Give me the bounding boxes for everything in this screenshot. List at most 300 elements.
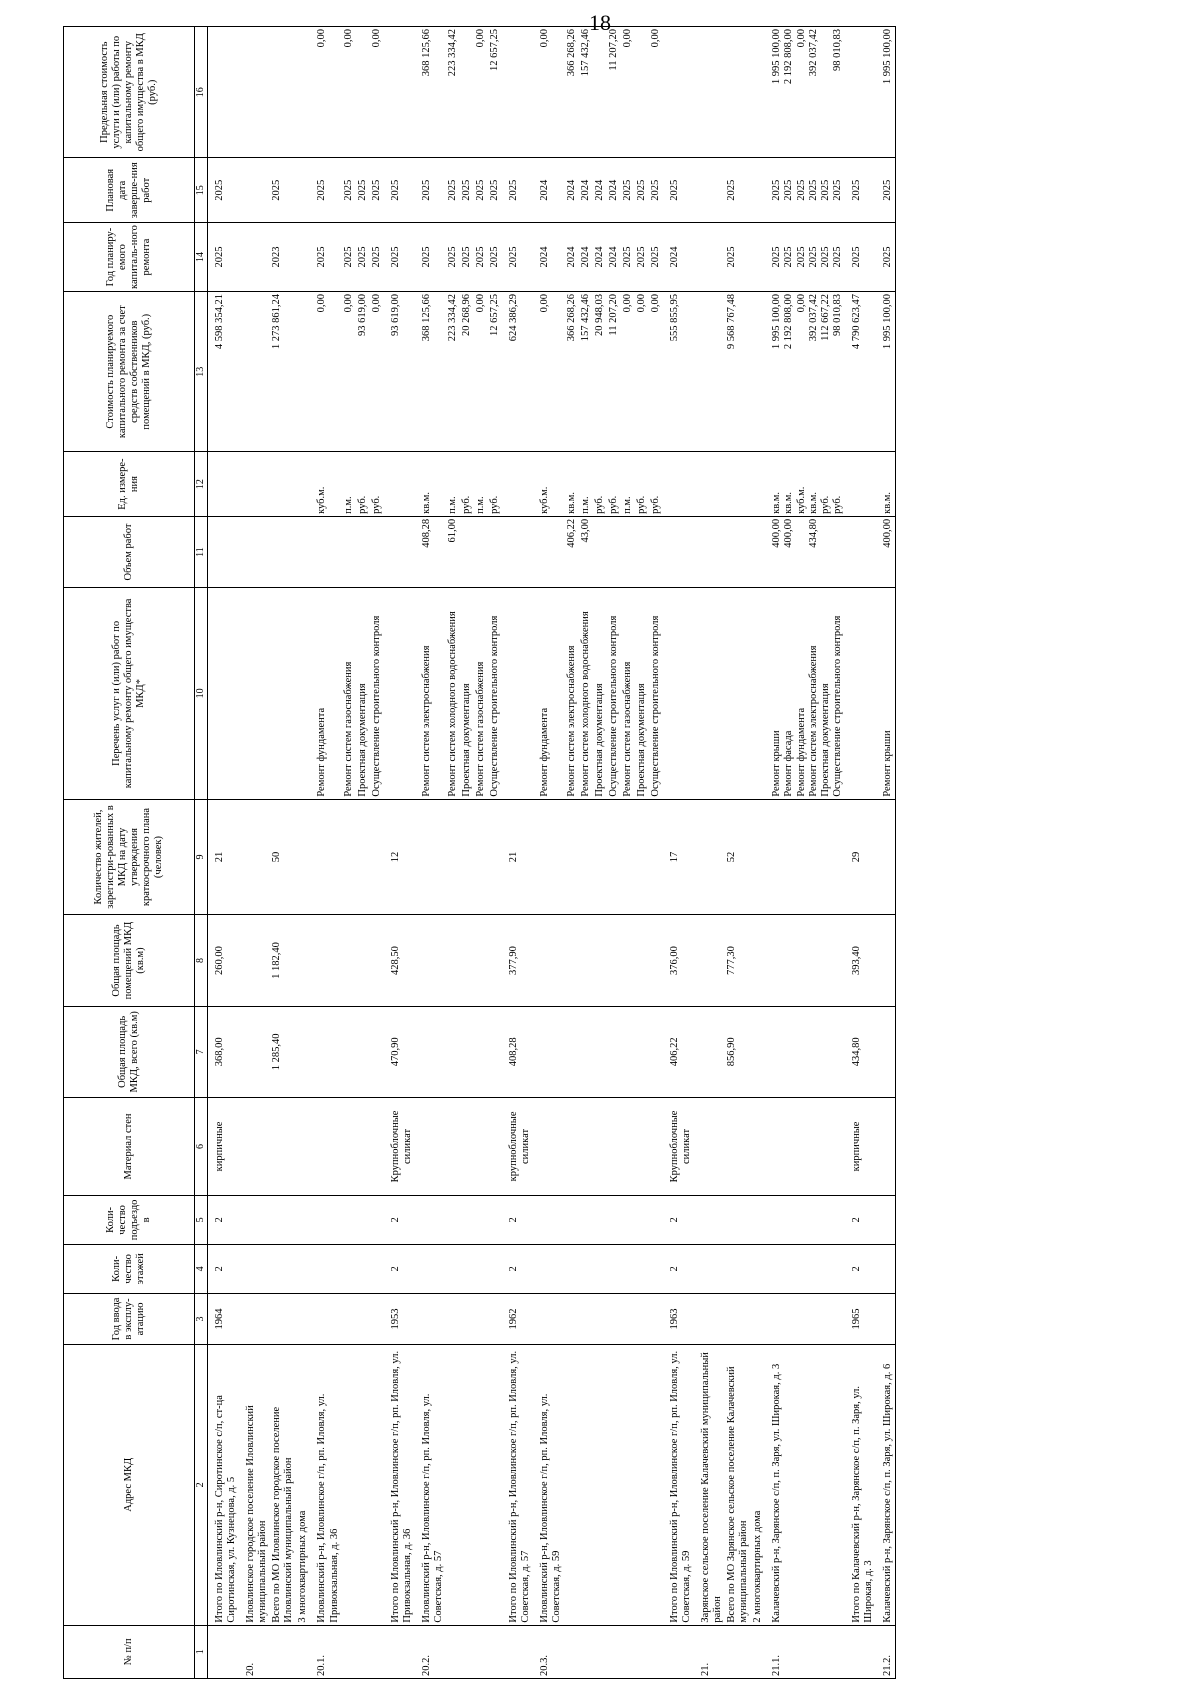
repair-cost: 0,00 bbox=[342, 292, 356, 452]
repair-cost: 1 995 100,00 2 192 808,00 0,00 392 037,42 112 667,22 98 010,83 bbox=[765, 292, 844, 452]
row-number bbox=[649, 1625, 663, 1678]
repair-cost: 0,00 bbox=[635, 292, 649, 452]
repair-year: 2024 bbox=[663, 223, 694, 292]
wall-material bbox=[415, 1097, 446, 1195]
repair-year: 2025 bbox=[845, 223, 876, 292]
cost-limit bbox=[593, 27, 607, 158]
repair-year: 2025 bbox=[474, 223, 488, 292]
residents-count bbox=[446, 799, 460, 915]
table-row bbox=[474, 27, 488, 1679]
work-volume bbox=[621, 516, 635, 587]
address bbox=[607, 1345, 621, 1626]
cost-limit: 11 207,20 bbox=[607, 27, 621, 158]
page-number: 18 bbox=[589, 10, 611, 35]
year-built bbox=[356, 1293, 370, 1344]
total-area bbox=[565, 1006, 579, 1097]
entrances-count bbox=[533, 1195, 564, 1244]
address bbox=[370, 1345, 384, 1626]
cost-limit: 366 268,26 bbox=[565, 27, 579, 158]
column-header: Общая площадь помещений МКД (кв.м) bbox=[64, 915, 195, 1006]
floors-count bbox=[270, 1244, 296, 1293]
premises-area bbox=[694, 915, 725, 1006]
row-number bbox=[621, 1625, 635, 1678]
premises-area bbox=[621, 915, 635, 1006]
entrances-count bbox=[488, 1195, 502, 1244]
total-area bbox=[607, 1006, 621, 1097]
unit: руб. bbox=[370, 452, 384, 517]
work-volume bbox=[725, 516, 751, 587]
repair-cost: 157 432,46 bbox=[579, 292, 593, 452]
year-built bbox=[342, 1293, 356, 1344]
year-built bbox=[565, 1293, 579, 1344]
work-volume bbox=[694, 516, 725, 587]
table-row bbox=[270, 27, 296, 1679]
table-row bbox=[876, 27, 896, 1679]
repair-cost: 0,00 bbox=[310, 292, 341, 452]
repair-cost: 555 855,95 bbox=[663, 292, 694, 452]
premises-area bbox=[876, 915, 896, 1006]
repair-year bbox=[751, 223, 765, 292]
completion-date: 2025 bbox=[474, 158, 488, 223]
repair-cost: 12 657,25 bbox=[488, 292, 502, 452]
entrances-count bbox=[239, 1195, 270, 1244]
entrances-count: 2 bbox=[502, 1195, 533, 1244]
column-header: Объем работ bbox=[64, 516, 195, 587]
row-number bbox=[725, 1625, 751, 1678]
work-volume bbox=[502, 516, 533, 587]
repair-cost: 4 598 354,21 bbox=[208, 292, 240, 452]
column-number: 15 bbox=[195, 158, 208, 223]
completion-date bbox=[694, 158, 725, 223]
row-number bbox=[296, 1625, 310, 1678]
unit: п.м. bbox=[446, 452, 460, 517]
table-row bbox=[446, 27, 460, 1679]
year-built bbox=[296, 1293, 310, 1344]
row-number bbox=[474, 1625, 488, 1678]
floors-count: 2 bbox=[502, 1244, 533, 1293]
repair-year: 2024 bbox=[565, 223, 579, 292]
address: Всего по МО Зарянское сельское поселение Калачевский муниципальный район bbox=[725, 1345, 751, 1626]
completion-date: 2025 bbox=[663, 158, 694, 223]
row-number bbox=[607, 1625, 621, 1678]
total-area bbox=[356, 1006, 370, 1097]
cost-limit: 0,00 bbox=[310, 27, 341, 158]
repair-cost: 20 268,96 bbox=[460, 292, 474, 452]
repair-cost: 0,00 bbox=[474, 292, 488, 452]
total-area bbox=[310, 1006, 341, 1097]
floors-count bbox=[342, 1244, 356, 1293]
year-built: 1962 bbox=[502, 1293, 533, 1344]
address bbox=[649, 1345, 663, 1626]
cost-limit bbox=[663, 27, 694, 158]
residents-count bbox=[649, 799, 663, 915]
completion-date: 2025 bbox=[370, 158, 384, 223]
year-built bbox=[621, 1293, 635, 1344]
wall-material bbox=[579, 1097, 593, 1195]
cost-limit bbox=[635, 27, 649, 158]
address bbox=[446, 1345, 460, 1626]
cost-limit bbox=[845, 27, 876, 158]
work-volume: 61,00 bbox=[446, 516, 460, 587]
entrances-count bbox=[460, 1195, 474, 1244]
repair-year: 2025 bbox=[635, 223, 649, 292]
column-header: Общая площадь МКД, всего (кв.м) bbox=[64, 1006, 195, 1097]
completion-date: 2025 bbox=[415, 158, 446, 223]
work-volume: 400,00 400,00 434,80 bbox=[765, 516, 844, 587]
column-header: Коли-чество этажей bbox=[64, 1244, 195, 1293]
total-area: 856,90 bbox=[725, 1006, 751, 1097]
table-row bbox=[460, 27, 474, 1679]
year-built bbox=[765, 1293, 844, 1344]
repair-year: 2024 bbox=[593, 223, 607, 292]
cost-limit: 0,00 bbox=[474, 27, 488, 158]
year-built bbox=[370, 1293, 384, 1344]
repair-year: 2025 bbox=[502, 223, 533, 292]
column-number: 1 bbox=[195, 1625, 208, 1678]
work-list: Ремонт систем электроснабжения bbox=[415, 588, 446, 800]
repair-year: 2025 bbox=[488, 223, 502, 292]
column-header: Ед. измере-ния bbox=[64, 452, 195, 517]
repair-cost bbox=[296, 292, 310, 452]
column-header: Плановая дата заверше-ния работ bbox=[64, 158, 195, 223]
address bbox=[579, 1345, 593, 1626]
floors-count bbox=[310, 1244, 341, 1293]
completion-date: 2025 bbox=[356, 158, 370, 223]
table-row bbox=[765, 27, 844, 1679]
premises-area: 1 182,40 bbox=[270, 915, 296, 1006]
address: Итого по Калачевский р-н, Зарянское с/п, п. Заря, ул. Широкая, д. 3 bbox=[845, 1345, 876, 1626]
wall-material bbox=[765, 1097, 844, 1195]
wall-material bbox=[446, 1097, 460, 1195]
entrances-count bbox=[876, 1195, 896, 1244]
total-area: 408,28 bbox=[502, 1006, 533, 1097]
residents-count bbox=[488, 799, 502, 915]
repair-cost: 0,00 bbox=[370, 292, 384, 452]
address bbox=[460, 1345, 474, 1626]
repair-cost: 624 386,29 bbox=[502, 292, 533, 452]
column-number: 10 bbox=[195, 588, 208, 800]
unit bbox=[502, 452, 533, 517]
unit: п.м. bbox=[621, 452, 635, 517]
repair-year: 2025 bbox=[649, 223, 663, 292]
column-header: Коли-чество подъездо в bbox=[64, 1195, 195, 1244]
cost-limit bbox=[208, 27, 240, 158]
work-list bbox=[502, 588, 533, 800]
column-number: 13 bbox=[195, 292, 208, 452]
wall-material bbox=[533, 1097, 564, 1195]
completion-date: 2024 bbox=[593, 158, 607, 223]
row-number bbox=[565, 1625, 579, 1678]
entrances-count bbox=[446, 1195, 460, 1244]
floors-count bbox=[579, 1244, 593, 1293]
year-built bbox=[649, 1293, 663, 1344]
floors-count bbox=[356, 1244, 370, 1293]
entrances-count: 2 bbox=[208, 1195, 240, 1244]
repair-year: 2025 bbox=[725, 223, 751, 292]
work-volume bbox=[208, 516, 240, 587]
premises-area bbox=[415, 915, 446, 1006]
total-area bbox=[488, 1006, 502, 1097]
work-list bbox=[845, 588, 876, 800]
wall-material bbox=[342, 1097, 356, 1195]
unit bbox=[663, 452, 694, 517]
total-area bbox=[751, 1006, 765, 1097]
table-row bbox=[415, 27, 446, 1679]
entrances-count: 2 bbox=[663, 1195, 694, 1244]
repair-year: 2023 bbox=[270, 223, 296, 292]
wall-material bbox=[607, 1097, 621, 1195]
cost-limit: 0,00 bbox=[649, 27, 663, 158]
column-number: 14 bbox=[195, 223, 208, 292]
work-list: Осуществление строительного контроля bbox=[649, 588, 663, 800]
entrances-count bbox=[270, 1195, 296, 1244]
year-built bbox=[446, 1293, 460, 1344]
residents-count bbox=[460, 799, 474, 915]
entrances-count bbox=[621, 1195, 635, 1244]
total-area: 470,90 bbox=[384, 1006, 415, 1097]
repair-year: 2024 bbox=[579, 223, 593, 292]
address bbox=[474, 1345, 488, 1626]
year-built bbox=[533, 1293, 564, 1344]
table-row bbox=[694, 27, 725, 1679]
unit bbox=[296, 452, 310, 517]
cost-limit: 1 995 100,00 2 192 808,00 0,00 392 037,42 98 010,83 bbox=[765, 27, 844, 158]
repair-cost: 4 790 623,47 bbox=[845, 292, 876, 452]
floors-count bbox=[649, 1244, 663, 1293]
repair-cost: 366 268,26 bbox=[565, 292, 579, 452]
address: 3 многоквартирных дома bbox=[296, 1345, 310, 1626]
work-volume: 43,00 bbox=[579, 516, 593, 587]
floors-count bbox=[370, 1244, 384, 1293]
total-area bbox=[239, 1006, 270, 1097]
completion-date: 2025 bbox=[342, 158, 356, 223]
work-list: Проектная документация bbox=[635, 588, 649, 800]
entrances-count bbox=[751, 1195, 765, 1244]
repair-cost: 9 568 767,48 bbox=[725, 292, 751, 452]
table-row bbox=[845, 27, 876, 1679]
premises-area bbox=[239, 915, 270, 1006]
work-list: Ремонт фундамента bbox=[310, 588, 341, 800]
repair-cost bbox=[239, 292, 270, 452]
work-list: Проектная документация bbox=[356, 588, 370, 800]
work-list: Ремонт систем газоснабжения bbox=[342, 588, 356, 800]
work-list: Осуществление строительного контроля bbox=[607, 588, 621, 800]
residents-count bbox=[635, 799, 649, 915]
entrances-count bbox=[415, 1195, 446, 1244]
entrances-count bbox=[725, 1195, 751, 1244]
premises-area bbox=[751, 915, 765, 1006]
cost-limit: 0,00 bbox=[533, 27, 564, 158]
address: Иловлинское городское поселение Иловлинский муниципальный район bbox=[239, 1345, 270, 1626]
repair-year: 2025 bbox=[876, 223, 896, 292]
wall-material bbox=[356, 1097, 370, 1195]
unit: руб. bbox=[635, 452, 649, 517]
year-built: 1963 bbox=[663, 1293, 694, 1344]
completion-date: 2024 bbox=[533, 158, 564, 223]
residents-count bbox=[342, 799, 356, 915]
wall-material bbox=[621, 1097, 635, 1195]
repair-year: 2025 bbox=[446, 223, 460, 292]
premises-area bbox=[579, 915, 593, 1006]
repair-cost: 1 995 100,00 bbox=[876, 292, 896, 452]
work-list: Ремонт фундамента bbox=[533, 588, 564, 800]
column-number: 12 bbox=[195, 452, 208, 517]
wall-material bbox=[649, 1097, 663, 1195]
cost-limit bbox=[239, 27, 270, 158]
cost-limit bbox=[725, 27, 751, 158]
work-volume bbox=[649, 516, 663, 587]
floors-count bbox=[488, 1244, 502, 1293]
address: Итого по Иловлинский р-н, Иловлинское г/п, рп. Иловля, ул. Советская, д. 59 bbox=[663, 1345, 694, 1626]
table-row bbox=[725, 27, 751, 1679]
work-volume bbox=[533, 516, 564, 587]
unit: руб. bbox=[460, 452, 474, 517]
premises-area: 260,00 bbox=[208, 915, 240, 1006]
work-volume bbox=[370, 516, 384, 587]
table-row bbox=[208, 27, 240, 1679]
address: Калачевский р-н, Зарянское с/п, п. Заря, ул. Широкая, д. 6 bbox=[876, 1345, 896, 1626]
row-number bbox=[663, 1625, 694, 1678]
table-row bbox=[621, 27, 635, 1679]
header-row bbox=[64, 27, 195, 1679]
premises-area: 376,00 bbox=[663, 915, 694, 1006]
work-list bbox=[384, 588, 415, 800]
total-area bbox=[765, 1006, 844, 1097]
address bbox=[356, 1345, 370, 1626]
premises-area bbox=[296, 915, 310, 1006]
wall-material bbox=[725, 1097, 751, 1195]
year-built bbox=[239, 1293, 270, 1344]
completion-date: 2025 bbox=[460, 158, 474, 223]
address: Калачевский р-н, Зарянское с/п, п. Заря, ул. Широкая, д. 3 bbox=[765, 1345, 844, 1626]
premises-area bbox=[593, 915, 607, 1006]
address bbox=[565, 1345, 579, 1626]
year-built bbox=[415, 1293, 446, 1344]
work-volume bbox=[270, 516, 296, 587]
residents-count bbox=[565, 799, 579, 915]
year-built bbox=[725, 1293, 751, 1344]
residents-count bbox=[694, 799, 725, 915]
entrances-count bbox=[370, 1195, 384, 1244]
wall-material bbox=[593, 1097, 607, 1195]
unit: п.м. bbox=[474, 452, 488, 517]
row-number: 20.2. bbox=[415, 1625, 446, 1678]
repair-cost: 368 125,66 bbox=[415, 292, 446, 452]
table-row bbox=[356, 27, 370, 1679]
table-row bbox=[296, 27, 310, 1679]
residents-count bbox=[415, 799, 446, 915]
cost-limit bbox=[502, 27, 533, 158]
entrances-count bbox=[342, 1195, 356, 1244]
completion-date bbox=[296, 158, 310, 223]
column-number: 16 bbox=[195, 27, 208, 158]
residents-count bbox=[239, 799, 270, 915]
work-volume bbox=[296, 516, 310, 587]
column-number: 9 bbox=[195, 799, 208, 915]
address: Иловлинский р-н, Иловлинское г/п, рп. Иловля, ул. Советская, д. 59 bbox=[533, 1345, 564, 1626]
residents-count: 21 bbox=[502, 799, 533, 915]
work-volume: 408,28 bbox=[415, 516, 446, 587]
residents-count: 50 bbox=[270, 799, 296, 915]
column-number-row bbox=[195, 27, 208, 1679]
column-header: № п/п bbox=[64, 1625, 195, 1678]
row-number bbox=[356, 1625, 370, 1678]
repair-plan-table bbox=[63, 26, 896, 1679]
address bbox=[635, 1345, 649, 1626]
repair-year: 2024 bbox=[607, 223, 621, 292]
cost-limit bbox=[460, 27, 474, 158]
repair-cost: 0,00 bbox=[649, 292, 663, 452]
repair-cost: 0,00 bbox=[621, 292, 635, 452]
cost-limit bbox=[384, 27, 415, 158]
residents-count bbox=[533, 799, 564, 915]
completion-date: 2025 2025 2025 2025 2025 2025 bbox=[765, 158, 844, 223]
column-number: 2 bbox=[195, 1345, 208, 1626]
table-row bbox=[649, 27, 663, 1679]
work-list: Проектная документация bbox=[460, 588, 474, 800]
repair-year: 2025 bbox=[384, 223, 415, 292]
unit: руб. bbox=[488, 452, 502, 517]
work-list: Ремонт крыши Ремонт фасада Ремонт фундамента Ремонт систем электроснабжения Проектная документация Осуществление строительного контроля bbox=[765, 588, 844, 800]
cost-limit: 12 657,25 bbox=[488, 27, 502, 158]
cost-limit bbox=[296, 27, 310, 158]
column-header: Стоимость планируемого капитального ремонта за счет средств собственников помещений в МКД, (руб.) bbox=[64, 292, 195, 452]
work-volume bbox=[356, 516, 370, 587]
work-volume bbox=[460, 516, 474, 587]
work-volume: 400,00 bbox=[876, 516, 896, 587]
wall-material: кирпичные bbox=[208, 1097, 240, 1195]
column-header: Адрес МКД bbox=[64, 1345, 195, 1626]
floors-count bbox=[565, 1244, 579, 1293]
work-list bbox=[208, 588, 240, 800]
total-area bbox=[635, 1006, 649, 1097]
table-row bbox=[488, 27, 502, 1679]
work-list bbox=[694, 588, 725, 800]
unit: руб. bbox=[356, 452, 370, 517]
completion-date: 2025 bbox=[621, 158, 635, 223]
total-area: 434,80 bbox=[845, 1006, 876, 1097]
wall-material bbox=[635, 1097, 649, 1195]
completion-date: 2025 bbox=[635, 158, 649, 223]
table-row bbox=[384, 27, 415, 1679]
premises-area bbox=[533, 915, 564, 1006]
entrances-count bbox=[694, 1195, 725, 1244]
completion-date bbox=[239, 158, 270, 223]
wall-material: Крупноблочные силикат bbox=[663, 1097, 694, 1195]
entrances-count bbox=[607, 1195, 621, 1244]
repair-cost: 1 273 861,24 bbox=[270, 292, 296, 452]
work-list: Ремонт систем газоснабжения bbox=[474, 588, 488, 800]
work-volume bbox=[663, 516, 694, 587]
cost-limit bbox=[751, 27, 765, 158]
year-built bbox=[593, 1293, 607, 1344]
floors-count bbox=[415, 1244, 446, 1293]
repair-year: 2025 bbox=[415, 223, 446, 292]
entrances-count bbox=[474, 1195, 488, 1244]
unit bbox=[270, 452, 296, 517]
floors-count bbox=[876, 1244, 896, 1293]
address: Итого по Иловлинский р-н, Иловлинское г/п, рп. Иловля, ул. Привокзальная, д. 36 bbox=[384, 1345, 415, 1626]
completion-date: 2025 bbox=[488, 158, 502, 223]
wall-material bbox=[239, 1097, 270, 1195]
cost-limit bbox=[270, 27, 296, 158]
total-area bbox=[533, 1006, 564, 1097]
unit: п.м. bbox=[342, 452, 356, 517]
completion-date: 2025 bbox=[208, 158, 240, 223]
year-built: 1953 bbox=[384, 1293, 415, 1344]
year-built bbox=[488, 1293, 502, 1344]
entrances-count bbox=[296, 1195, 310, 1244]
